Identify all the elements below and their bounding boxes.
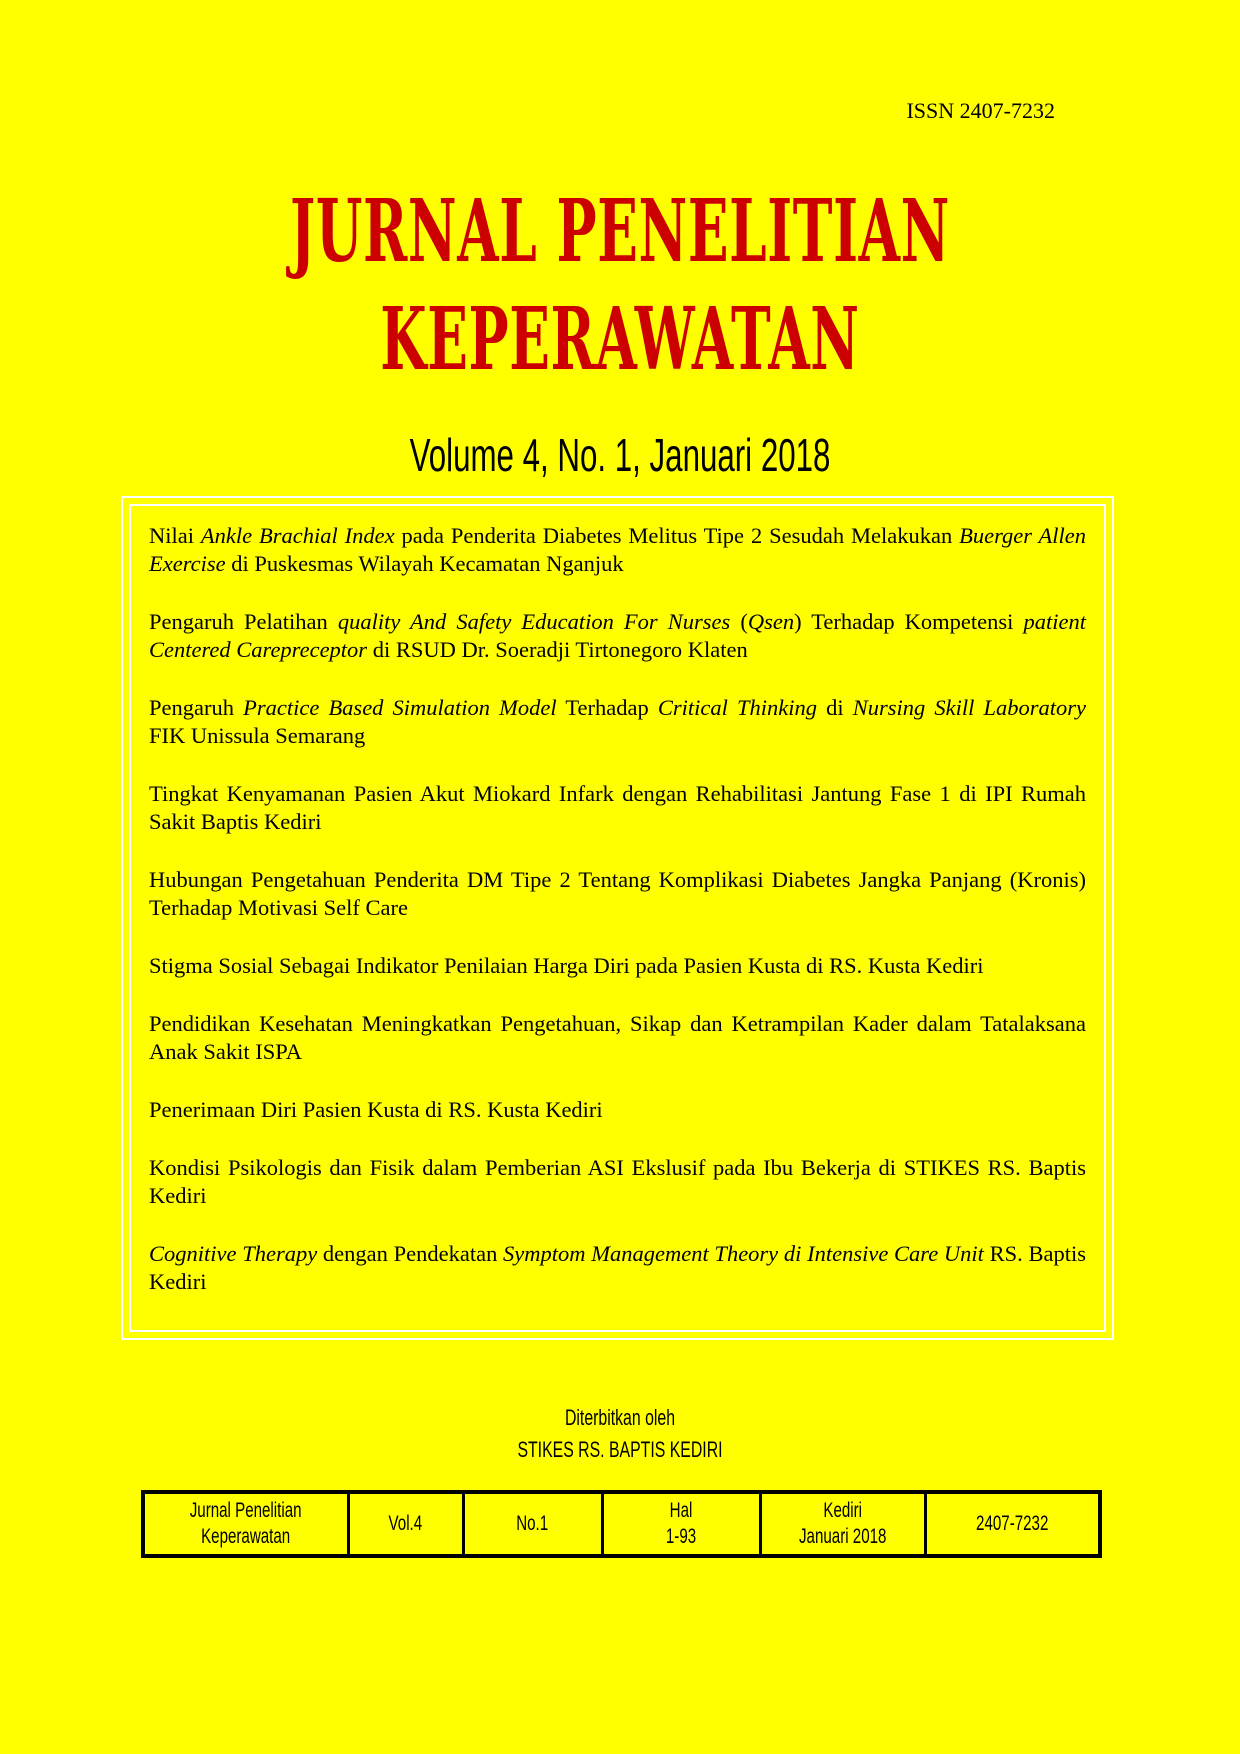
volume-value: Vol.4 (388, 1512, 423, 1535)
article-title-segment: di Puskesmas Wilayah Kecamatan Nganjuk (225, 551, 624, 576)
article-title-segment: Tingkat Kenyamanan Pasien Akut Miokard Infark dengan Rehabilitasi Jantung Fase 1 di IPI Rumah Sakit Baptis Kediri (149, 781, 1086, 834)
article-title-segment: Kondisi Psikologis dan Fisik dalam Pemberian ASI Ekslusif pada Ibu Bekerja di STIKES RS. Baptis Kediri (149, 1155, 1086, 1208)
pages-cell (602, 1492, 760, 1556)
article-title (149, 522, 1086, 578)
article-title-segment: pada Penderita Diabetes Melitus Tipe 2 Sesudah Melakukan (394, 523, 960, 548)
article-title (149, 1010, 1086, 1066)
place-value: Kediri (823, 1499, 862, 1522)
article-title-segment: Pendidikan Kesehatan Meningkatkan Pengetahuan, Sikap dan Ketrampilan Kader dalam Tatalaksana Anak Sakit ISPA (149, 1011, 1086, 1064)
article-title-segment: FIK Unissula Semarang (149, 723, 366, 748)
article-title-italic-segment: Cognitive Therapy (149, 1241, 318, 1266)
issn-cell (925, 1492, 1100, 1556)
journal-title (236, 178, 1005, 394)
article-title-italic-segment: Practice Based Simulation Model (243, 695, 557, 720)
article-title-italic-segment: Symptom Management Theory di Intensive Care Unit (503, 1241, 984, 1266)
issn-number: ISSN 2407-7232 (906, 98, 1055, 123)
place-date-cell (760, 1492, 925, 1556)
volume-info: Volume 4, No. 1, Januari 2018 (409, 429, 831, 481)
journal-name-cell (143, 1492, 348, 1556)
article-title (149, 1096, 1086, 1124)
article-title (149, 608, 1086, 664)
article-title-segment: Nilai (149, 523, 201, 548)
article-title-segment: Pengaruh (149, 695, 244, 720)
issn-value: 2407-7232 (976, 1512, 1049, 1535)
article-title (149, 866, 1086, 922)
publisher-label: Diterbitkan oleh (564, 1405, 676, 1430)
number-value: No.1 (516, 1512, 549, 1535)
date-value: Januari 2018 (798, 1525, 887, 1548)
article-title-segment: Pengaruh Pelatihan (149, 609, 338, 634)
article-title-italic-segment: quality And Safety Education For Nurses (337, 609, 731, 634)
journal-name-line-1: Jurnal Penelitian (189, 1499, 302, 1522)
article-title-italic-segment: Buerger Allen Exercise (149, 523, 1086, 576)
article-title-segment: ( (730, 609, 748, 634)
article-title-segment: Penerimaan Diri Pasien Kusta di RS. Kusta Kediri (149, 1097, 603, 1122)
journal-title-line-1: JURNAL PENELITIAN (289, 181, 951, 282)
article-title-italic-segment: patient Centered Carepreceptor (149, 609, 1086, 662)
article-title-segment: dengan Pendekatan (317, 1241, 504, 1266)
article-title-italic-segment: Qsen (747, 609, 795, 634)
issue-info-table (141, 1490, 1102, 1558)
article-title (149, 1240, 1086, 1296)
article-title-segment: ) Terhadap Kompetensi (794, 609, 1024, 634)
pages-range: 1-93 (665, 1525, 697, 1548)
article-title (149, 694, 1086, 750)
article-title-segment: Terhadap (556, 695, 658, 720)
table-of-contents (149, 522, 1086, 1326)
article-title (149, 952, 1086, 980)
article-title-segment: RS. Baptis Kediri (149, 1241, 1087, 1294)
number-cell (463, 1492, 602, 1556)
article-title-italic-segment: Nursing Skill Laboratory (852, 695, 1087, 720)
article-title-segment: di (817, 695, 853, 720)
publisher-name: STIKES RS. BAPTIS KEDIRI (517, 1437, 723, 1462)
article-title-segment: Stigma Sosial Sebagai Indikator Penilaian Harga Diri pada Pasien Kusta di RS. Kusta Kediri (149, 953, 984, 978)
article-title (149, 1154, 1086, 1210)
publisher-block (174, 1402, 1067, 1466)
article-title-segment: Hubungan Pengetahuan Penderita DM Tipe 2 Tentang Komplikasi Diabetes Jangka Panjang (Kronis) Terhadap Motivasi Self Care (149, 867, 1086, 920)
article-title-segment: di RSUD Dr. Soeradji Tirtonegoro Klaten (367, 637, 748, 662)
article-title-italic-segment: Ankle Brachial Index (200, 523, 395, 548)
journal-name-line-2: Keperawatan (201, 1525, 291, 1548)
article-title (149, 780, 1086, 836)
journal-title-line-2: KEPERAWATAN (380, 289, 860, 390)
article-title-italic-segment: Critical Thinking (657, 695, 818, 720)
pages-label: Hal (669, 1499, 693, 1522)
volume-cell (348, 1492, 463, 1556)
